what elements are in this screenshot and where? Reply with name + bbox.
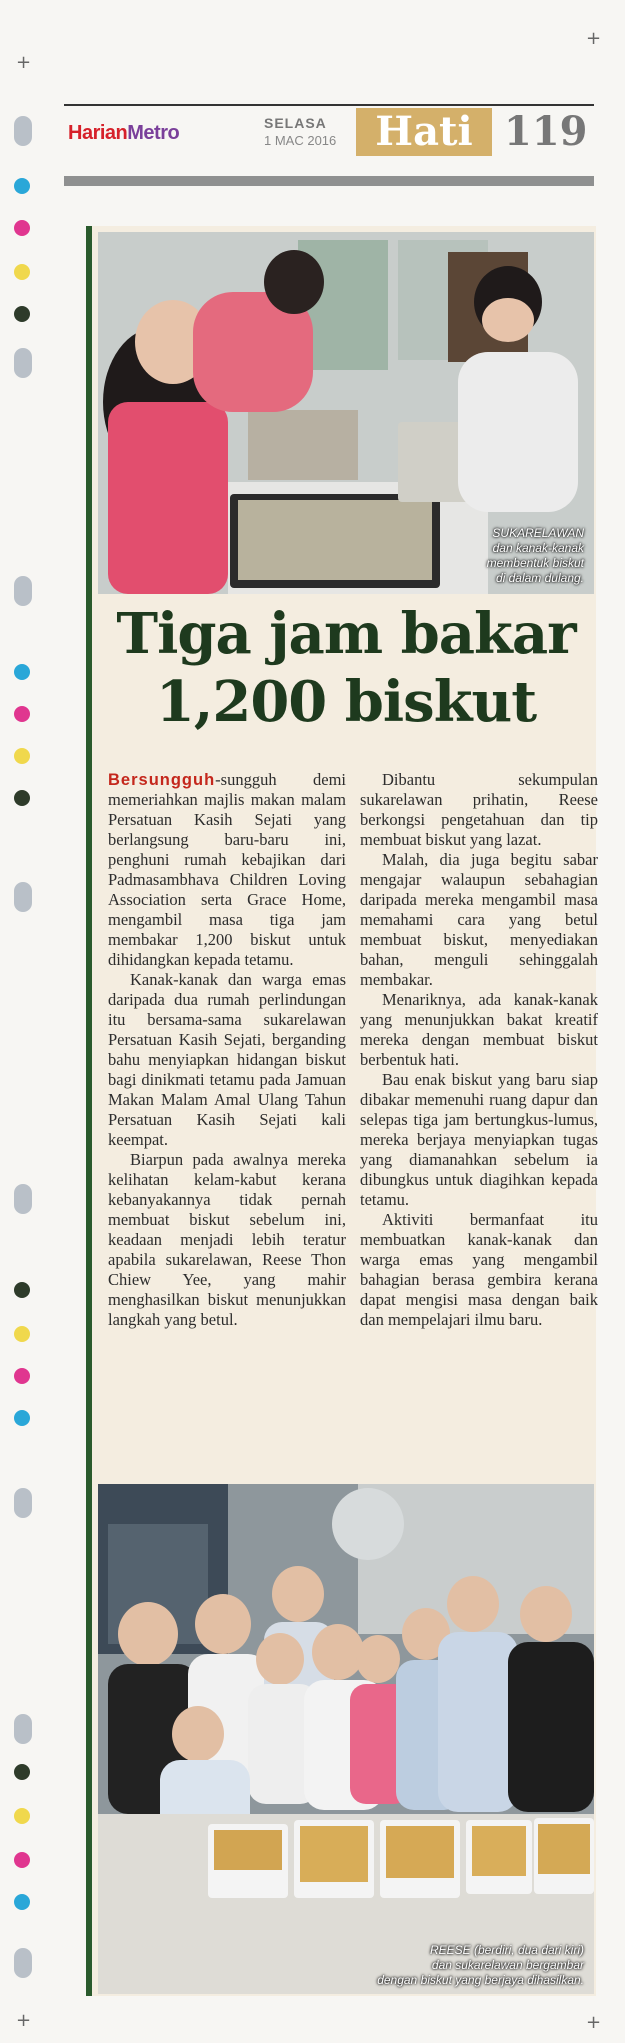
magenta-dot bbox=[14, 1368, 30, 1384]
issue-day: SELASA bbox=[264, 115, 327, 131]
registration-oval bbox=[14, 348, 32, 378]
cyan-dot bbox=[14, 1410, 30, 1426]
black-dot bbox=[14, 306, 30, 322]
lead-word: Bersungguh bbox=[108, 771, 216, 789]
page-header bbox=[64, 104, 594, 160]
paragraph: Aktiviti bermanfaat itu membuatkan kanak-kanak dan warga emas yang mengambil bahagian berasa gembira kerana dapat mengisi masa dengan baik dan mempelajari ilmu baru. bbox=[360, 1210, 598, 1329]
header-rule bbox=[64, 104, 594, 106]
black-dot bbox=[14, 1282, 30, 1298]
photo-group-with-cookies bbox=[98, 1484, 594, 1994]
caption-line: SUKARELAWAN bbox=[492, 526, 584, 540]
registration-oval bbox=[14, 576, 32, 606]
yellow-dot bbox=[14, 264, 30, 280]
masthead-logo bbox=[68, 122, 179, 145]
yellow-dot bbox=[14, 748, 30, 764]
paragraph: Bau enak biskut yang baru siap dibakar memenuhi ruang dapur dan selepas tiga jam bertungkus-lumus, mereka berjaya menyiapkan tugas yang diamanahkan sebelum ia dibungkus untuk diagihkan kepada tetamu. bbox=[360, 1070, 598, 1209]
printer-registration-marks bbox=[8, 0, 38, 2043]
yellow-dot bbox=[14, 1326, 30, 1342]
headline bbox=[98, 600, 594, 736]
paragraph: Malah, dia juga begitu sabar mengajar walaupun sebahagian daripada mereka mengambil masa memahami cara yang betul membuat biskut, menyediakan bahan, menguli sehinggalah membakar. bbox=[360, 850, 598, 989]
paragraph: Menariknya, ada kanak-kanak yang menunjukkan bakat kreatif mereka dengan membuat biskut berbentuk hati. bbox=[360, 990, 598, 1069]
cyan-dot bbox=[14, 1894, 30, 1910]
paragraph: Kanak-kanak dan warga emas daripada dua rumah perlindungan itu bersama-sama sukarelawan Persatuan Kasih Sejati, berganding bahu menyiapkan hidangan biskut bagi dinikmati tetamu pada Jamuan Makan Malam Amal Ulang Tahun Persatuan Kasih Sejati kali keempat. bbox=[108, 970, 346, 1149]
crosshair-icon: + bbox=[586, 28, 602, 49]
cyan-dot bbox=[14, 664, 30, 680]
caption-line: dan sukarelawan bergambar bbox=[431, 1958, 584, 1972]
magenta-dot bbox=[14, 220, 30, 236]
yellow-dot bbox=[14, 1808, 30, 1824]
paragraph: Dibantu sekumpulan sukarelawan prihatin, Reese berkongsi pengetahuan dan tip membuat biskut yang lazat. bbox=[360, 770, 598, 849]
article-column-2 bbox=[360, 770, 598, 1330]
masthead-part1: Harian bbox=[68, 122, 128, 144]
magenta-dot bbox=[14, 1852, 30, 1868]
headline-line2: 1,200 biskut bbox=[155, 669, 537, 735]
photo-baking-cookies bbox=[98, 232, 594, 594]
article-column-1 bbox=[108, 770, 346, 1330]
page-number: 119 bbox=[504, 108, 588, 155]
crosshair-icon: + bbox=[586, 2012, 602, 2033]
crosshair-icon: + bbox=[16, 2010, 32, 2031]
registration-oval bbox=[14, 116, 32, 146]
paragraph-text: -sungguh demi memeriahkan majlis makan malam Persatuan Kasih Sejati yang berlangsung baru-baru ini, penghuni rumah kebajikan dari Padmasambhava Children Loving Association serta Grace Home, mengambil masa tiga jam membakar 1,200 biskut untuk dihidangkan kepada tetamu. bbox=[108, 770, 346, 969]
registration-oval bbox=[14, 1184, 32, 1214]
registration-oval bbox=[14, 1948, 32, 1978]
caption-line: dengan biskut yang berjaya dihasilkan. bbox=[377, 1973, 584, 1987]
photo2-caption bbox=[377, 1943, 584, 1988]
caption-line: REESE (berdiri, dua dari kiri) bbox=[429, 1943, 584, 1957]
headline-line1: Tiga jam bakar bbox=[116, 601, 576, 667]
header-divider bbox=[64, 176, 594, 186]
masthead-part2: Metro bbox=[127, 122, 180, 144]
paragraph: Biarpun pada awalnya mereka kelihatan kelam-kabut kerana kebanyakannya tidak pernah membuat biskut sebelum ini, keadaan menjadi lebih teratur apabila sukarelawan, Reese Thon Chiew Yee, yang mahir menghasilkan biskut menunjukkan langkah yang betul. bbox=[108, 1150, 346, 1329]
caption-line: membentuk biskut bbox=[486, 556, 584, 570]
issue-date bbox=[264, 114, 336, 150]
photo-illustration bbox=[98, 1484, 594, 1994]
article-accent-bar bbox=[86, 226, 92, 1996]
registration-oval bbox=[14, 882, 32, 912]
paragraph bbox=[108, 770, 346, 970]
caption-line: di dalam dulang. bbox=[495, 571, 584, 585]
caption-line: dan kanak-kanak bbox=[492, 541, 584, 555]
cyan-dot bbox=[14, 178, 30, 194]
registration-oval bbox=[14, 1488, 32, 1518]
registration-oval bbox=[14, 1714, 32, 1744]
magenta-dot bbox=[14, 706, 30, 722]
black-dot bbox=[14, 790, 30, 806]
photo1-caption bbox=[487, 526, 584, 586]
issue-date-text: 1 MAC 2016 bbox=[264, 133, 337, 148]
black-dot bbox=[14, 1764, 30, 1780]
crosshair-icon: + bbox=[16, 52, 32, 73]
section-label: Hati bbox=[356, 108, 492, 156]
